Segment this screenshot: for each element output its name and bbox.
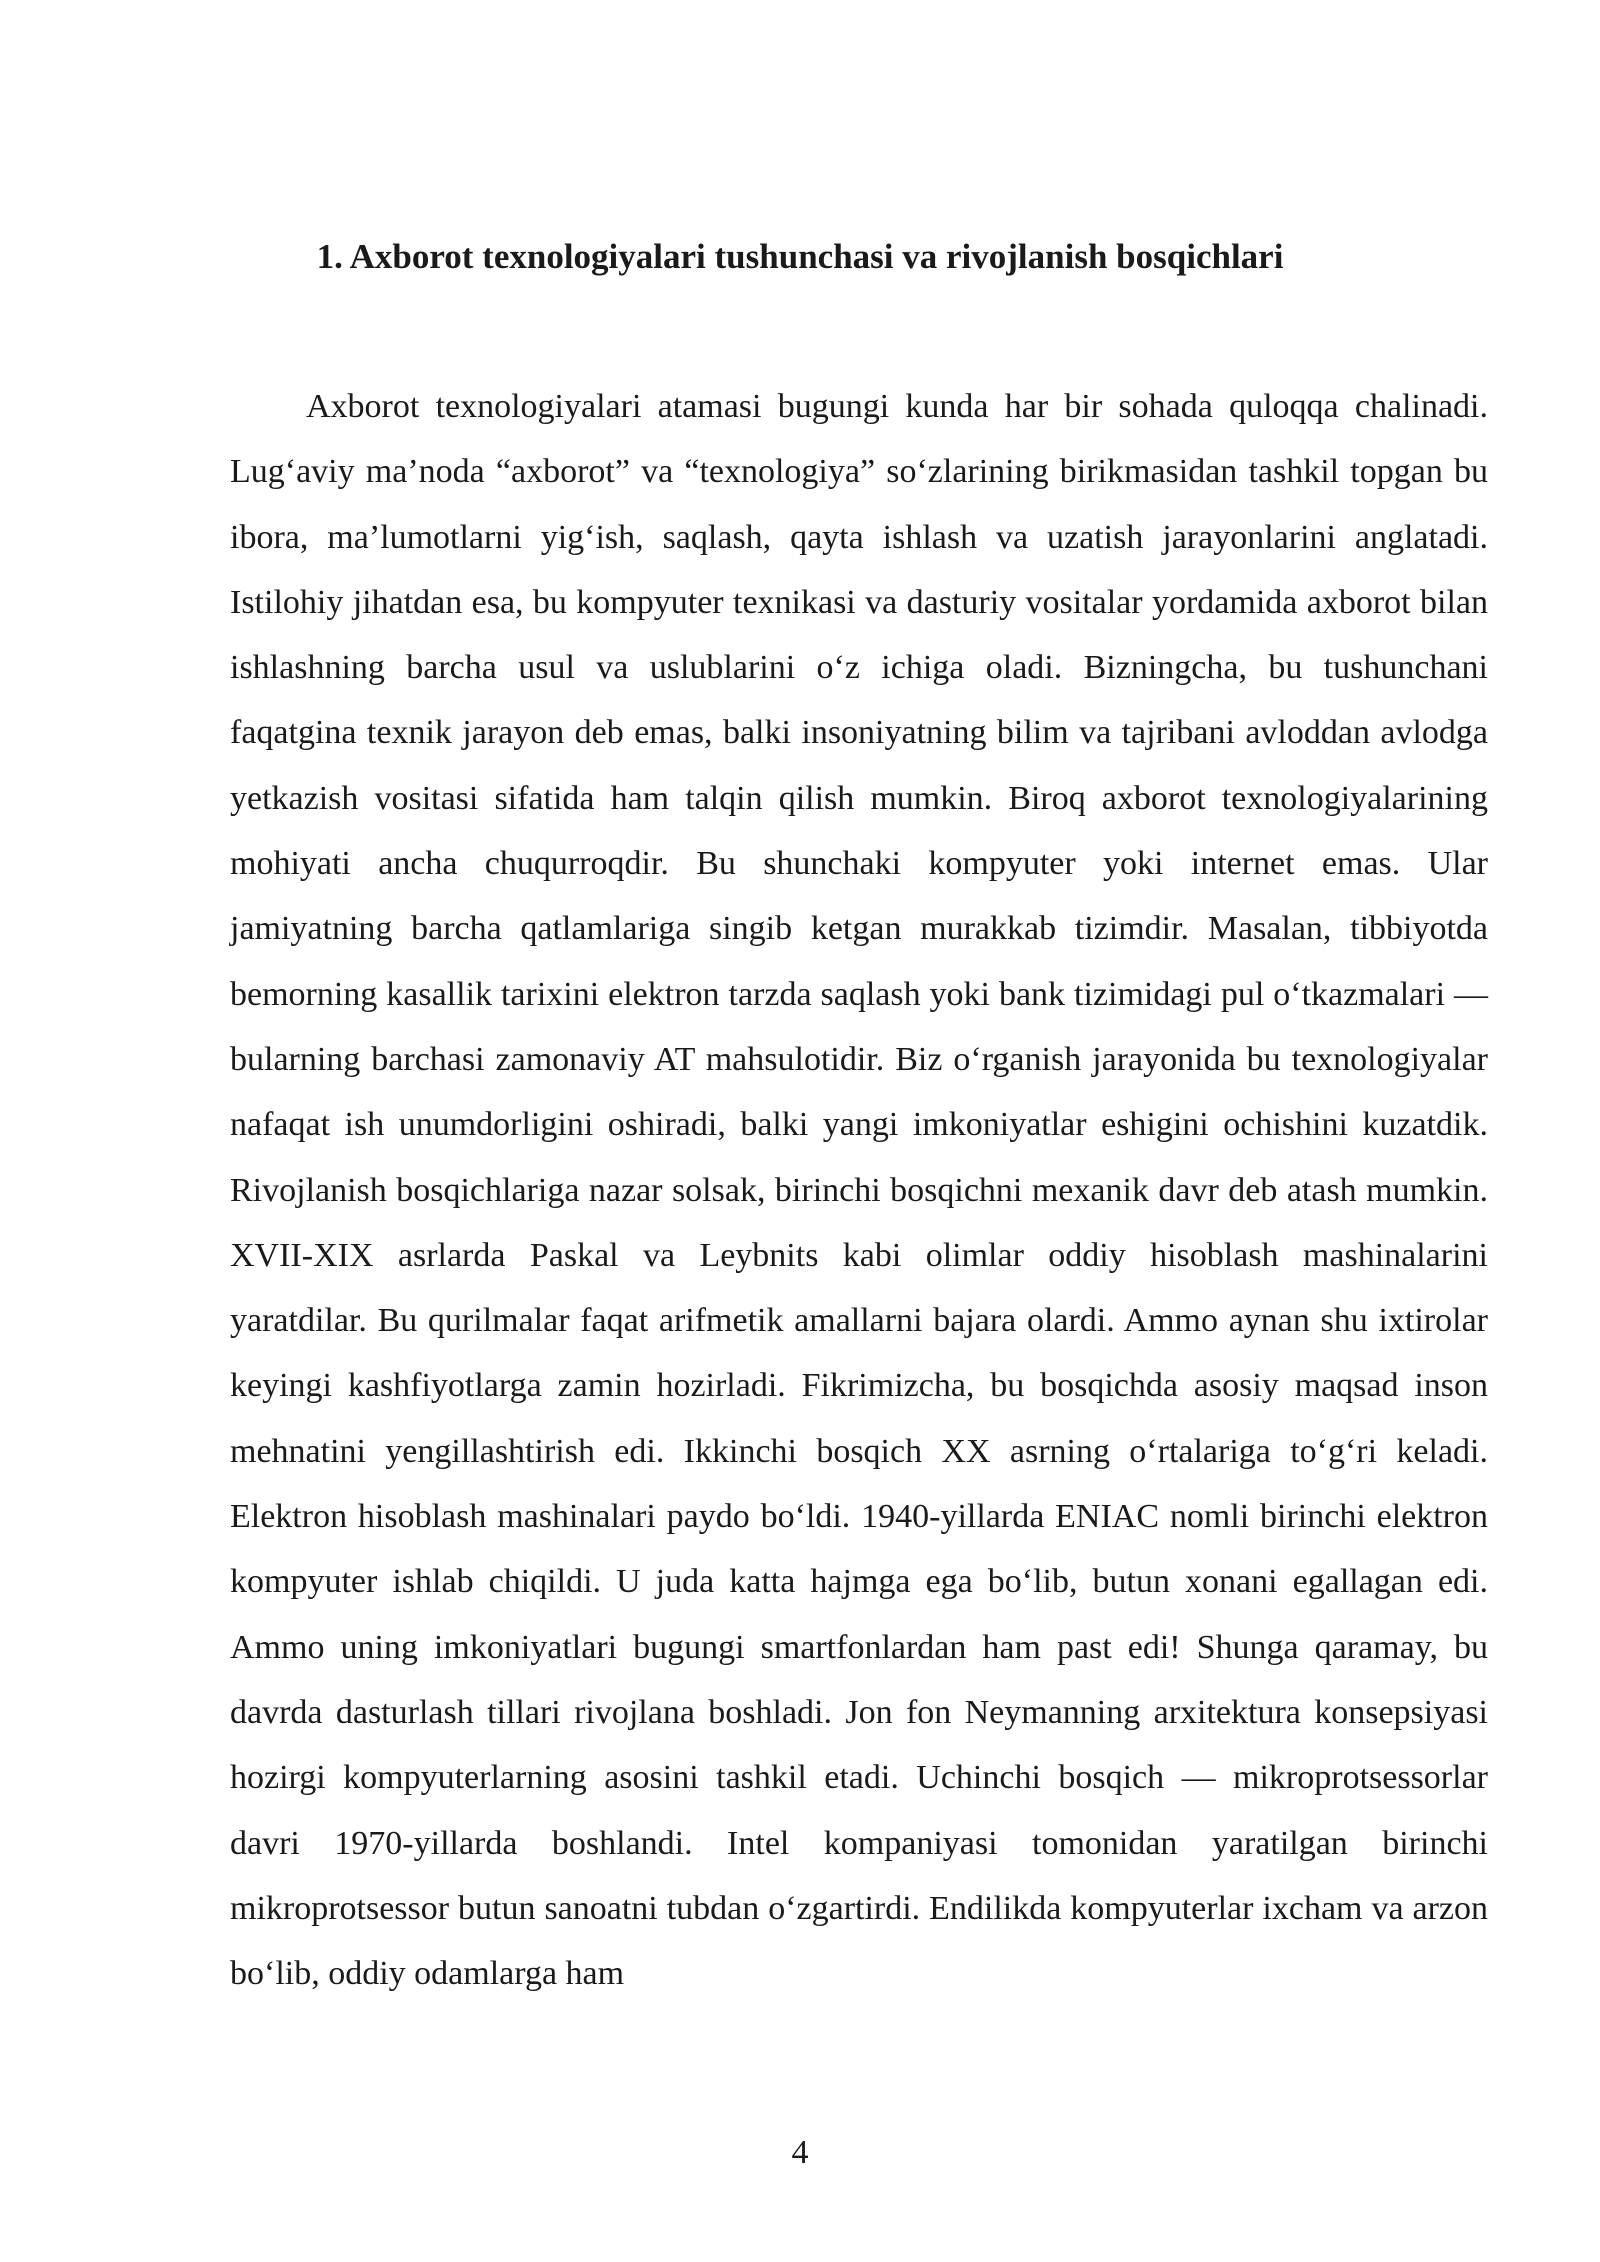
section-heading: 1. Axborot texnologiyalari tushunchasi va rivojlanish bosqichlari <box>316 237 1284 276</box>
body-paragraph: Axborot texnologiyalari atamasi bugungi kunda har bir sohada quloqqa chalinadi. Lug‘aviy ma’noda “axborot” va “texnologiya” so‘zlarining birikmasidan tashkil topgan bu ibora, ma’lumotlarni yig‘ish, saqlash, qayta ishlash va uzatish jarayonlarini anglatadi. Istilohiy jihatdan esa, bu kompyuter texnikasi va dasturiy vositalar yordamida axborot bilan ishlashning barcha usul va uslublarini o‘z ichiga oladi. Bizningcha, bu tushunchani faqatgina texnik jarayon deb emas, balki insoniyatning bilim va tajribani avloddan avlodga yetkazish vositasi sifatida ham talqin qilish mumkin. Biroq axborot texnologiyalarining mohiyati ancha chuqurroqdir. Bu shunchaki kompyuter yoki internet emas. Ular jamiyatning barcha qatlamlariga singib ketgan murakkab tizimdir. Masalan, tibbiyotda bemorning kasallik tarixini elektron tarzda saqlash yoki bank tizimidagi pul o‘tkazmalari — bularning barchasi zamonaviy AT mahsulotidir. Biz o‘rganish jarayonida bu texnologiyalar nafaqat ish unumdorligini oshiradi, balki yangi imkoniyatlar eshigini ochishini kuzatdik. Rivojlanish bosqichlariga nazar solsak, birinchi bosqichni mexanik davr deb atash mumkin. XVII-XIX asrlarda Paskal va Leybnits kabi olimlar oddiy hisoblash mashinalarini yaratdilar. Bu qurilmalar faqat arifmetik amallarni bajara olardi. Ammo aynan shu ixtirolar keyingi kashfiyotlarga zamin hozirladi. Fikrimizcha, bu bosqichda asosiy maqsad inson mehnatini yengillashtirish edi. Ikkinchi bosqich XX asrning o‘rtalariga to‘g‘ri keladi. Elektron hisoblash mashinalari paydo bo‘ldi. 1940-yillarda ENIAC nomli birinchi elektron kompyuter ishlab chiqildi. U juda katta hajmga ega bo‘lib, butun xonani egallagan edi. Ammo uning imkoniyatlari bugungi smartfonlardan ham past edi! Shunga qaramay, bu davrda dasturlash tillari rivojlana boshladi. Jon fon Neymanning arxitektura konsepsiyasi hozirgi kompyuterlarning asosini tashkil etadi. Uchinchi bosqich — mikroprotsessorlar davri 1970-yillarda boshlandi. Intel kompaniyasi tomonidan yaratilgan birinchi mikroprotsessor butun sanoatni tubdan o‘zgartirdi. Endilikda kompyuterlar ixcham va arzon bo‘lib, oddiy odamlarga ham <box>230 388 1488 1993</box>
page-number: 4 <box>791 2134 809 2171</box>
